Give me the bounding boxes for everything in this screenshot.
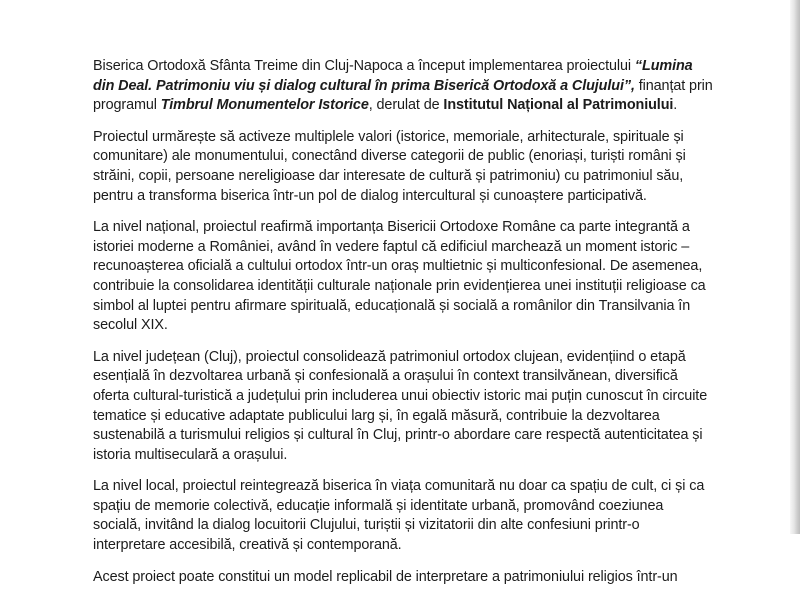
intro-text-a: Biserica Ortodoxă Sfânta Treime din Cluj-Napoca a început implementarea proiectului [93, 58, 635, 74]
institution-name: Institutul Național al Patrimoniului [443, 97, 674, 114]
project-title: “Lumina din Deal. Patrimoniu viu și dialog cultural în prima Biserică Ortodoxă a Clujului”, [93, 58, 693, 94]
page-edge-shadow [790, 0, 800, 534]
replicable-model-paragraph: Acest proiect poate constitui un model replicabil de interpretare a patrimoniului religios într-un [93, 568, 678, 585]
intro-text-b: finanțat prin programul [93, 77, 713, 114]
objectives-paragraph: Proiectul urmărește să activeze multiplele valori (istorice, memoriale, arhitecturale, spirituale și comunitare) ale monumentului, conectând diverse categorii de public (enoriași, turiști români și străini, copii, persoane nereligioase dar interesate de cultură și patrimoniu) cu patrimoniul său, pentru a transforma biserica într-un pol de dialog intercultural și cunoaștere participativă. [93, 128, 686, 204]
intro-text-c: , derulat de [368, 97, 444, 114]
local-level-paragraph: La nivel local, proiectul reintegrează biserica în viața comunitară nu doar ca spațiu de cult, ci și ca spațiu de memorie colectivă, educație informală și identitate urbană, promovând coeziunea socială, invitând la dialog locuitorii Clujului, turiștii și vizitatorii din alte confesiuni printr-o interpretare accesibilă, creativă și contemporană. [93, 478, 705, 554]
document-body [93, 57, 713, 599]
program-name: Timbrul Monumentelor Istorice [160, 97, 369, 114]
county-level-paragraph: La nivel județean (Cluj), proiectul consolidează patrimoniul ortodox clujean, evidențiind o etapă esențială în dezvoltarea urbană și confesională a orașului în context transilvănean, diversifică oferta cultural-turistică a județului prin includerea unui obiectiv istoric mai puțin cunoscut în circuite tematice și educative adaptate publicului larg și, în egală măsură, contribuie la dezvoltarea sustenabilă a turismului religios și cultural în Cluj, printr-o abordare care respectă autenticitatea și istoria multiseculară a orașului. [93, 348, 708, 463]
intro-text-d: . [673, 97, 678, 114]
national-level-paragraph: La nivel național, proiectul reafirmă importanța Bisericii Ortodoxe Române ca parte integrantă a istoriei moderne a României, având în vedere faptul că edificiul marchează un moment istoric – recunoașterea oficială a cultului ortodox într-un oraș multietnic și multiconfesional. De asemenea, contribuie la consolidarea identității culturale naționale prin evidențierea unei instituții religioase ca simbol al luptei pentru afirmare spirituală, educațională și socială a românilor din Transilvania în secolul XIX. [93, 219, 706, 334]
intro-paragraph [93, 57, 713, 116]
